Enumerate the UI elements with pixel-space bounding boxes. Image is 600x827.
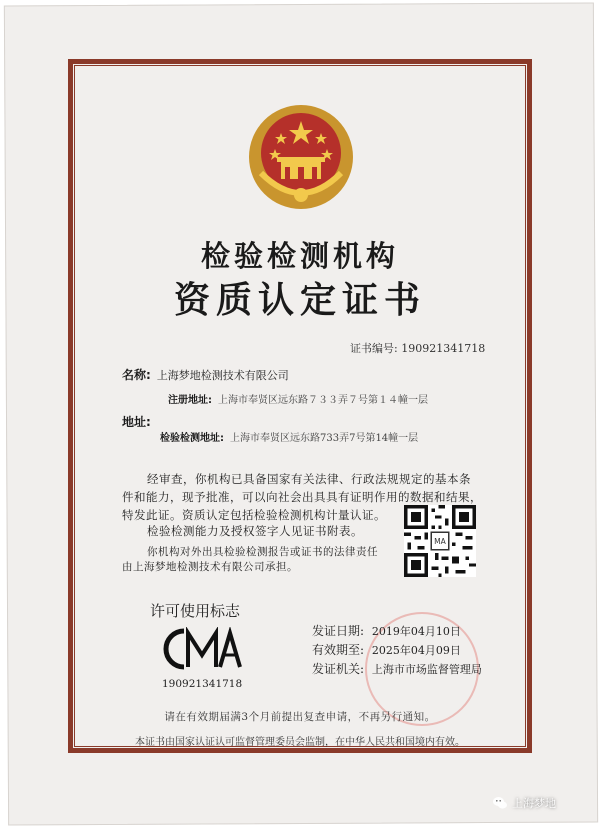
registered-address-row (168, 388, 428, 407)
address-label: 地址: (122, 415, 151, 429)
watermark-text: 上海梦地 (512, 797, 556, 810)
certificate-title-line2: 资质认定证书 (173, 280, 426, 321)
license-mark-label: 许可使用标志 (150, 602, 241, 620)
valid-until-row (312, 641, 482, 660)
national-emblem-icon (247, 103, 355, 211)
issue-date-label: 发证日期: (312, 624, 365, 638)
certificate-number-value: 190921341718 (401, 342, 486, 355)
registered-address-label: 注册地址: (168, 395, 212, 406)
valid-until-label: 有效期至: (312, 643, 365, 657)
cma-mark-icon (162, 627, 242, 671)
issue-date-value: 2019年04月10日 (371, 625, 461, 638)
issuer-label: 发证机关: (312, 662, 365, 676)
body-paragraph-liability: 你机构对外出具检验检测报告或证书的法律责任由上海梦地检测技术有限公司承担。 (122, 546, 378, 573)
registered-address-value: 上海市奉贤区远东路７３３弄７号第１４幢一层 (218, 395, 428, 406)
testing-address-row (160, 426, 418, 445)
certificate-title-line1: 检验检测机构 (200, 239, 399, 273)
testing-address-label: 检验检测地址: (160, 433, 224, 444)
svg-text:MA: MA (434, 537, 446, 547)
account-watermark (492, 793, 584, 813)
testing-address-value: 上海市奉贤区远东路733弄7号第14幢一层 (230, 433, 419, 444)
institution-name-row (122, 364, 289, 383)
wechat-icon (492, 795, 508, 811)
qr-code-icon (404, 505, 476, 577)
supervision-notice: 本证书由国家认证认可监督管理委员会监制，在中华人民共和国境内有效。 (135, 737, 465, 748)
issue-date-row (312, 622, 482, 641)
issuer-value: 上海市市场监督管理局 (371, 663, 482, 676)
valid-until-value: 2025年04月09日 (371, 644, 461, 657)
institution-name-value: 上海梦地检测技术有限公司 (156, 369, 289, 382)
cma-number: 190921341718 (162, 678, 243, 690)
certificate-number-label: 证书编号: (350, 342, 398, 355)
renewal-notice: 请在有效期届满3个月前提出复查申请，不再另行通知。 (164, 711, 436, 723)
issuer-row (312, 660, 482, 679)
certificate-number (350, 340, 485, 356)
issue-info (312, 622, 482, 679)
institution-name-label: 名称: (122, 368, 151, 382)
body-paragraph-annex: 检验检测能力及授权签字人见证书附表。 (147, 524, 363, 538)
body-paragraph-approval: 经审查，你机构已具备国家有关法律、行政法规规定的基本条件和能力，现予批准，可以向社会出具具有证明作用的数据和结果，特发此证。资质认定包括检验检测机构计量认证。 (122, 472, 482, 522)
